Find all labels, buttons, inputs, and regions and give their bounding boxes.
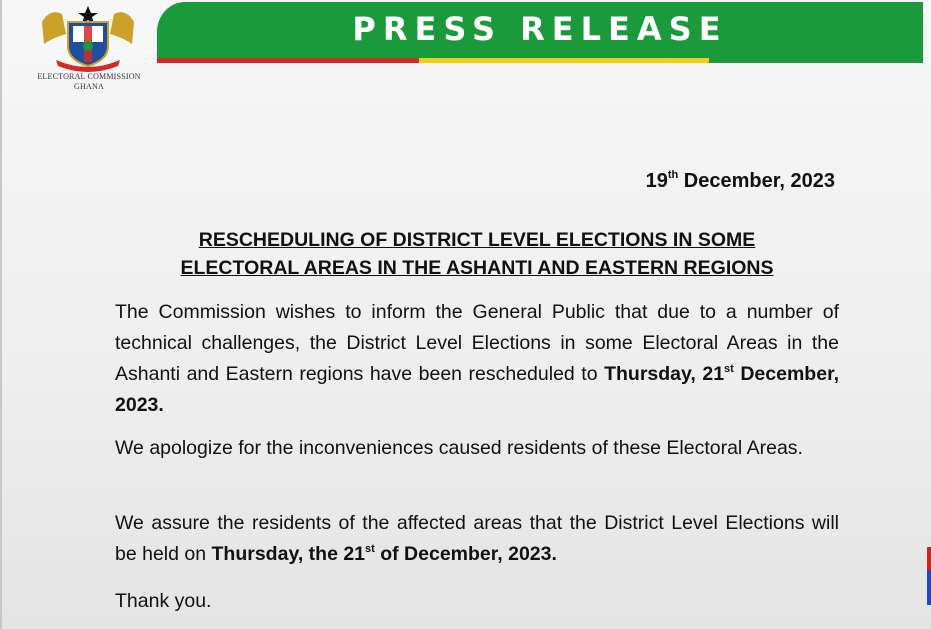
org-name-line2: GHANA xyxy=(74,82,104,91)
banner-title: PRESS RELEASE xyxy=(352,10,728,48)
stripe-green xyxy=(709,58,923,63)
paragraph-3: We assure the residents of the affected areas that the District Level Elections will be held on Thursday, the 21st of December, 2023. xyxy=(115,512,839,565)
press-release-banner xyxy=(157,2,923,58)
release-date: 19th December, 2023 xyxy=(645,169,835,192)
stripe-red xyxy=(157,58,419,63)
side-flag-mark xyxy=(927,547,931,605)
paragraph-1: The Commission wishes to inform the General Public that due to a number of technical challenges, the District Level Elections in some Electoral Areas in the Ashanti and Eastern regions have been rescheduled to Thursday, 21st December, 2023. xyxy=(115,301,839,416)
heading-line-2: ELECTORAL AREAS IN THE ASHANTI AND EASTERN REGIONS xyxy=(180,257,774,279)
stripe-yellow xyxy=(419,58,709,63)
heading-line-1: RESCHEDULING OF DISTRICT LEVEL ELECTIONS IN SOME xyxy=(198,229,756,251)
release-heading xyxy=(112,226,842,282)
electoral-commission-logo xyxy=(24,4,154,92)
coat-of-arms-icon xyxy=(32,4,144,72)
closing-thanks: Thank you. xyxy=(115,590,212,612)
paragraph-2: We apologize for the inconveniences caused residents of these Electoral Areas. xyxy=(115,437,803,459)
org-name-line1: ELECTORAL COMMISSION xyxy=(37,72,141,81)
